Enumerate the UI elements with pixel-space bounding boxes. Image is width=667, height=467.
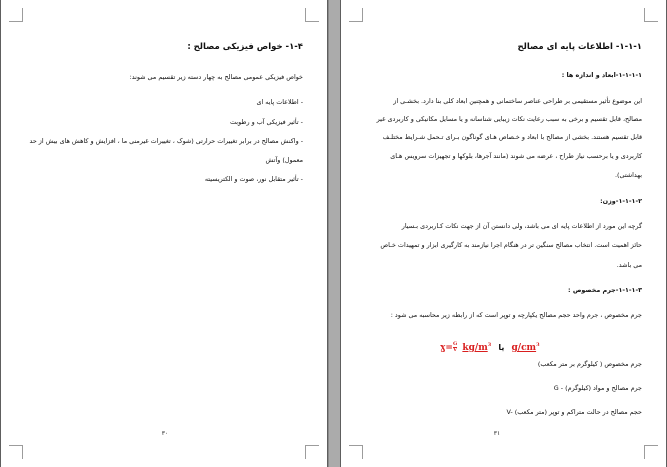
paragraph-line: قابل تقسیم هستند. بخشی از مصالح با ابعاد و خـصاص هـای گوناگون بـرای تـحمل شـرایط مختلـف [382, 133, 642, 141]
page-number: ۳۱ [493, 430, 501, 437]
formula-exponent: 3 [487, 342, 492, 348]
crop-mark [349, 445, 363, 459]
intro-paragraph: خواص فیزیکی عمومی مصالح به چهار دسته زیر تقسیم می شوند: [129, 73, 303, 81]
subsection-heading: ۱-۱-۱-۱-ابعاد و اندازه ها : [561, 71, 642, 79]
definition-line: V- حجم مصالح در حالت متراکم و توپر (متر مکعب) [506, 408, 642, 416]
subsection-heading: ۱-۱-۱-۲-وزن: [600, 197, 642, 205]
page-number: ۳۰ [161, 430, 169, 437]
formula-lhs: ɣ= [440, 343, 453, 353]
left-page [0, 0, 328, 467]
list-item: - تأثیر متقابل نور، صوت و الکتریسیته [204, 175, 303, 183]
formula-denominator: V [453, 347, 458, 353]
density-formula [440, 339, 560, 353]
formula-connector: یا [498, 343, 505, 352]
subsection-heading: ۱-۱-۱-۳-جرم مخصوص : [568, 286, 642, 294]
list-item: - تأثیر فیزیکی آب و رطوبت [230, 118, 303, 126]
paragraph-line: کاربردی و یا برحسب نیاز طراح ، عرضه می شوند (مانند آجرها، بلوکها و تجهیزات سرویس هـای [390, 152, 642, 160]
crop-mark [9, 8, 23, 22]
paragraph-line: این موضوع تأثیر مستقیمی بر طراحی عناصر ساختمانی و همچنین ابعاد کلی بنا دارد. بخشـی از [393, 97, 642, 105]
crop-mark [305, 445, 319, 459]
formula-unit-alt: g/cm [511, 343, 537, 353]
paragraph-line: بهداشتی). [615, 171, 642, 179]
section-heading: ۱-۴- خواص فیزیکی مصالح : [187, 42, 303, 52]
paragraph-line: مصالح، قابل تقسیم و برخی به سبب رعایت نکات زیبایی شناسانه و یا مسایل مکانیکی و کاربردی غیر [376, 115, 642, 123]
crop-mark [644, 445, 658, 459]
list-item: - اطلاعات پایه ای [256, 98, 303, 106]
crop-mark [644, 8, 658, 22]
formula-fraction [453, 342, 457, 353]
crop-mark [349, 8, 363, 22]
crop-mark [9, 445, 23, 459]
formula-numerator: G [452, 341, 458, 347]
paragraph-line: حائز اهمیت است. انتخاب مصالح سنگین تر در هنگام اجرا نیازمند به کارگیری ابزار و تمهیدات خـاص [380, 241, 642, 249]
list-item-continuation: معمول) وآتش [265, 156, 303, 164]
section-heading: ۱-۱-۱- اطلاعات پایه ای مصالح [517, 42, 642, 52]
definition-line: جرم مخصوص ( کیلوگرم بر متر مکعب) [537, 360, 642, 368]
right-page [340, 0, 667, 467]
list-item: - واکنش مصالح در برابر تغییرات حرارتی (شوک ، تغییرات غیرمنی ما ، افزایش و کاهش های بیش از حد [29, 137, 303, 145]
formula-unit: kg/m [462, 343, 488, 353]
paragraph-line: جرم مخصوص ، جرم واحد حجم مصالح یکپارچه و توپر است که از رابطه زیر محاسبه می شود : [390, 311, 642, 319]
definition-line: G - جرم مصالح و مواد (کیلوگرم) [553, 384, 642, 392]
paragraph-line: گرچه این مورد از اطلاعات پایه ای می باشد، ولی دانستن آن از جهت نکات کـاربردی بـسیار [401, 222, 642, 230]
formula-exponent-alt: 3 [536, 342, 540, 348]
paragraph-line: می باشد. [616, 261, 642, 269]
crop-mark [305, 8, 319, 22]
